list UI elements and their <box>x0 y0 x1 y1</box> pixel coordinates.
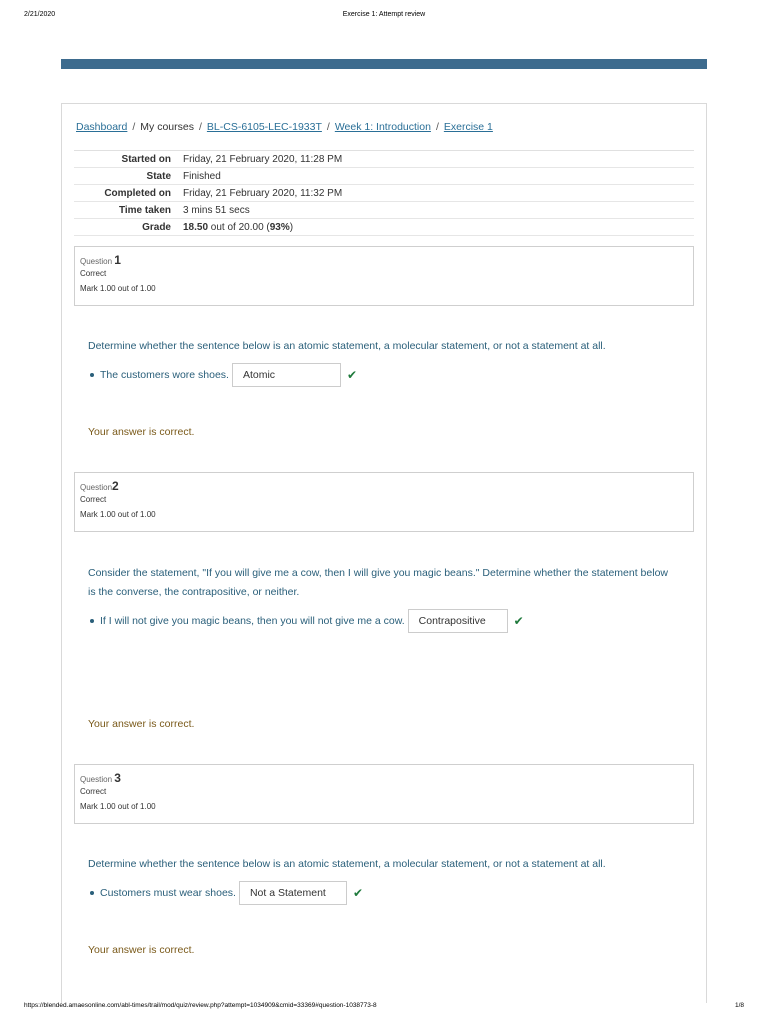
question-text-1: Determine whether the sentence below is an atomic statement, a molecular statement, or not a statement at all. <box>88 340 606 352</box>
feedback-1: Your answer is correct. <box>88 426 195 438</box>
question-number <box>80 479 688 493</box>
top-banner <box>61 59 707 69</box>
question-label: Question <box>80 775 113 784</box>
summary-value: Friday, 21 February 2020, 11:32 PM <box>183 187 343 199</box>
question-mark: Mark 1.00 out of 1.00 <box>80 284 156 293</box>
breadcrumb-dashboard[interactable]: Dashboard <box>76 121 128 133</box>
summary-label: State <box>146 170 171 182</box>
breadcrumb-exercise[interactable]: Exercise 1 <box>443 121 493 133</box>
bullet <box>90 619 94 623</box>
answer-line-1 <box>90 363 357 387</box>
grade-value <box>179 222 293 233</box>
question-info-1 <box>74 246 694 306</box>
breadcrumb-course[interactable]: BL-CS-6105-LEC-1933T <box>206 121 322 133</box>
summary-value: 3 mins 51 secs <box>183 204 250 216</box>
breadcrumb <box>76 121 493 133</box>
summary-row-grade <box>74 219 694 236</box>
question-label: Question <box>80 483 113 492</box>
question-number <box>80 253 688 267</box>
summary-label: Completed on <box>104 187 171 199</box>
answer-select-2[interactable]: Contrapositive <box>408 609 508 633</box>
question-mark: Mark 1.00 out of 1.00 <box>80 510 156 519</box>
breadcrumb-separator: / <box>198 121 202 133</box>
bullet <box>90 891 94 895</box>
question-text-2: Consider the statement, "If you will give me a cow, then I will give you magic beans." Determine whether the statement below is the converse, the contrapositive, or neither. <box>88 567 668 598</box>
bullet <box>90 373 94 377</box>
answer-select-1[interactable]: Atomic <box>232 363 341 387</box>
question-state: Correct <box>80 495 107 504</box>
summary-label: Time taken <box>118 204 171 216</box>
attempt-summary-table <box>74 150 694 236</box>
print-page-number: 1/8 <box>734 1002 744 1009</box>
grade-rest: out of 20.00 ( <box>208 221 270 233</box>
answer-prompt: Customers must wear shoes. <box>100 887 236 899</box>
grade-score: 18.50 <box>183 221 209 233</box>
feedback-3: Your answer is correct. <box>88 944 195 956</box>
answer-select-3[interactable]: Not a Statement <box>239 881 347 905</box>
breadcrumb-week[interactable]: Week 1: Introduction <box>334 121 431 133</box>
question-state: Correct <box>80 269 107 278</box>
summary-value: Friday, 21 February 2020, 11:28 PM <box>183 153 343 165</box>
question-mark: Mark 1.00 out of 1.00 <box>80 802 156 811</box>
print-header <box>0 11 768 21</box>
answer-line-2 <box>90 609 524 633</box>
breadcrumb-separator: / <box>435 121 439 133</box>
answer-line-3 <box>90 881 363 905</box>
answer-prompt: If I will not give you magic beans, then you will not give me a cow. <box>100 615 405 627</box>
question-state: Correct <box>80 787 107 796</box>
question-info-3 <box>74 764 694 824</box>
question-info-2 <box>74 472 694 532</box>
question-num: 3 <box>114 771 121 785</box>
question-num: 1 <box>114 253 121 267</box>
summary-row-completed <box>74 185 694 202</box>
answer-prompt: The customers wore shoes. <box>100 369 229 381</box>
question-text-3: Determine whether the sentence below is an atomic statement, a molecular statement, or not a statement at all. <box>88 858 606 870</box>
summary-row-time-taken <box>74 202 694 219</box>
summary-row-started <box>74 151 694 168</box>
check-icon: ✔ <box>513 614 524 628</box>
feedback-2: Your answer is correct. <box>88 718 195 730</box>
print-date: 2/21/2020 <box>24 11 56 18</box>
breadcrumb-separator: / <box>326 121 330 133</box>
summary-value: Finished <box>183 170 221 182</box>
breadcrumb-my-courses: My courses <box>140 121 194 133</box>
print-title: Exercise 1: Attempt review <box>342 11 426 18</box>
grade-percent: 93% <box>269 221 290 233</box>
grade-close: ) <box>289 221 294 233</box>
question-num: 2 <box>112 479 119 493</box>
check-icon: ✔ <box>346 368 358 382</box>
summary-label: Grade <box>142 221 171 233</box>
summary-label: Started on <box>121 153 171 165</box>
print-url: https://blended.amaesonline.com/abl-times/trail/mod/quiz/review.php?attempt=1034909&cmid=33369#question-1038773-8 <box>24 1002 377 1009</box>
check-icon: ✔ <box>352 886 364 900</box>
summary-row-state <box>74 168 694 185</box>
question-label: Question <box>80 257 113 266</box>
breadcrumb-separator: / <box>132 121 136 133</box>
question-number <box>80 771 688 785</box>
